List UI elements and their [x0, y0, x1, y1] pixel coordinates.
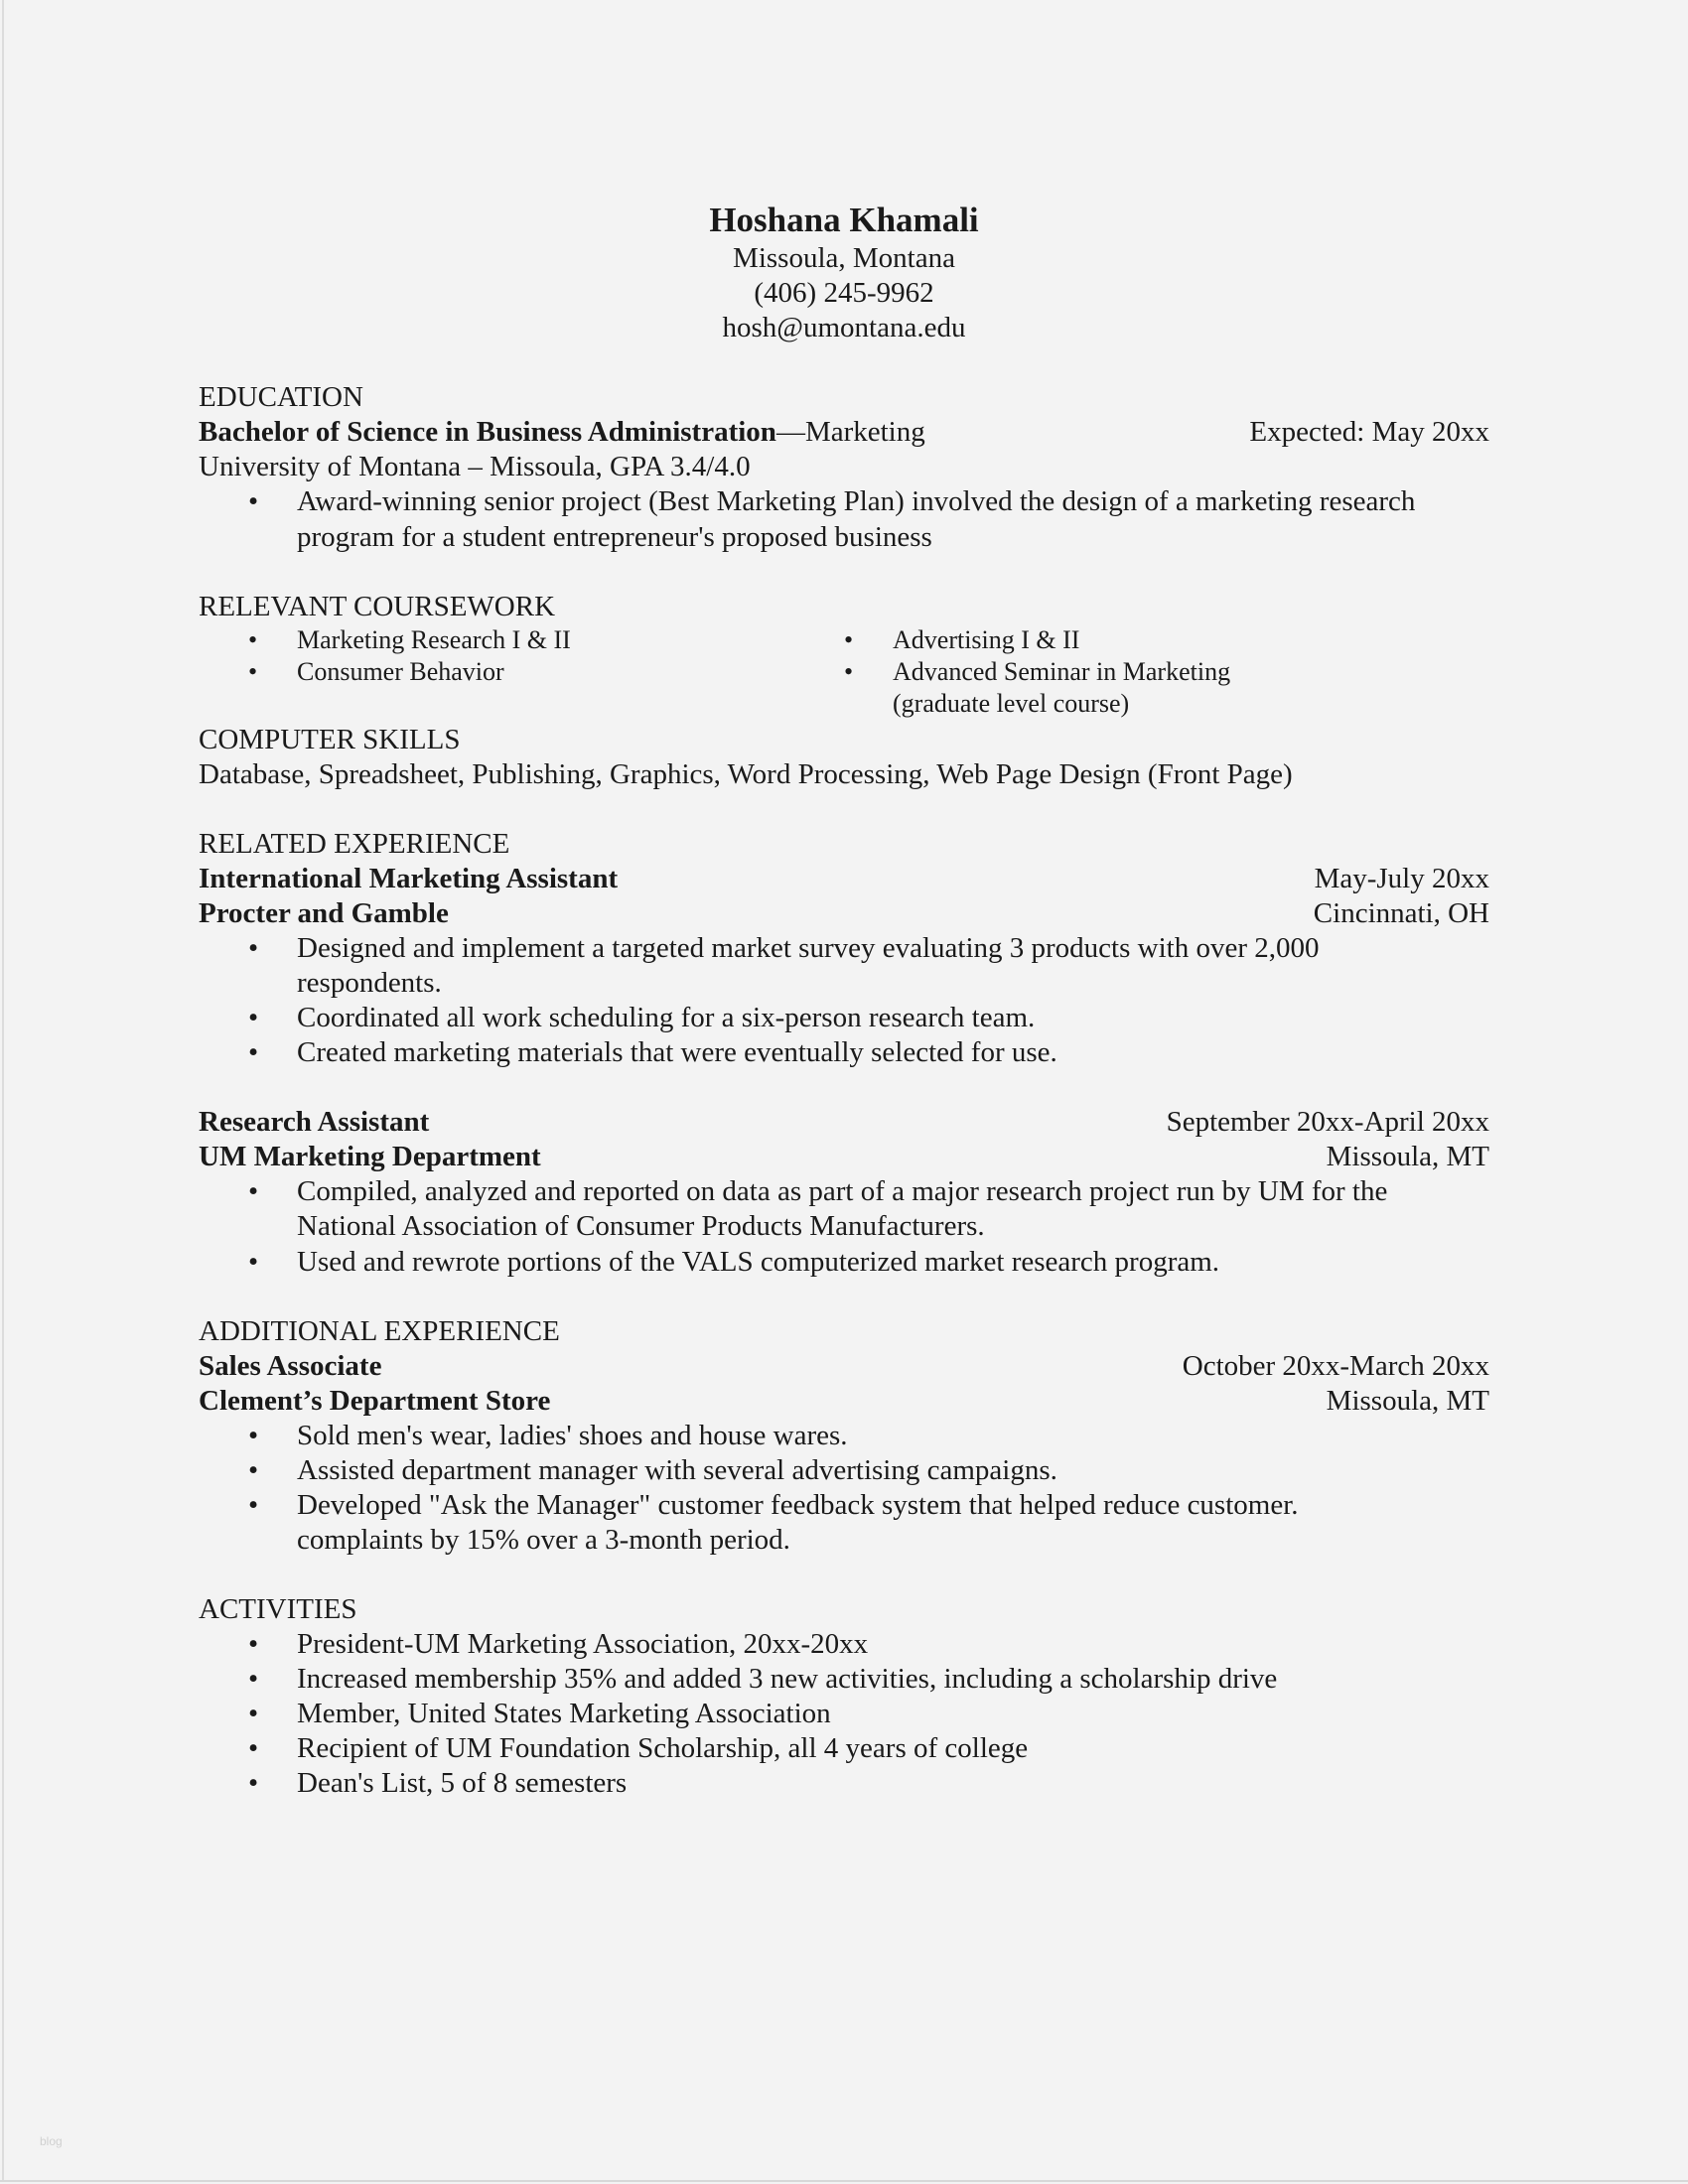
job-org: Procter and Gamble	[199, 896, 449, 929]
list-item	[794, 624, 1390, 656]
job-row	[199, 1384, 1489, 1419]
job-place: Missoula, MT	[1326, 1141, 1489, 1173]
list-item	[199, 1488, 1489, 1558]
list-item	[199, 1697, 1489, 1731]
job-title: International Marketing Assistant	[199, 862, 619, 894]
bullet-icon: •	[248, 485, 259, 518]
list-item	[199, 656, 794, 688]
bullet-icon: •	[248, 1732, 259, 1765]
job-row	[199, 1105, 1489, 1140]
job-org: UM Marketing Department	[199, 1141, 541, 1173]
education-heading: EDUCATION	[199, 381, 363, 414]
job-row	[199, 1140, 1489, 1174]
bullet-icon: •	[248, 1419, 259, 1451]
list-item	[199, 1245, 1489, 1280]
bullet-text: Compiled, analyzed and reported on data as part of a major research project run by UM for the	[297, 1175, 1388, 1208]
bullet-icon: •	[248, 1488, 259, 1521]
bullet-text: Assisted department manager with several advertising campaigns.	[297, 1453, 1057, 1486]
additional-heading: ADDITIONAL EXPERIENCE	[199, 1314, 560, 1347]
activities-heading: ACTIVITIES	[199, 1593, 357, 1626]
resume-body	[199, 241, 1489, 1802]
bullet-text: President-UM Marketing Association, 20xx-20xx	[297, 1628, 869, 1661]
job-row	[199, 1349, 1489, 1384]
bullet-icon: •	[248, 1628, 259, 1661]
bullet-text: Created marketing materials that were eventually selected for use.	[297, 1036, 1057, 1069]
list-item	[199, 1766, 1489, 1801]
list-item	[199, 1419, 1489, 1453]
skills-heading: COMPUTER SKILLS	[199, 723, 461, 755]
bullet-icon: •	[248, 1453, 259, 1486]
degree-major: —Marketing	[775, 416, 925, 449]
skills-text: Database, Spreadsheet, Publishing, Graphics, Word Processing, Web Page Design (Front Page)	[199, 757, 1293, 790]
job-org: Clement’s Department Store	[199, 1384, 551, 1417]
job-date: May-July 20xx	[1314, 862, 1489, 894]
bullet-icon: •	[248, 656, 258, 686]
bullet-icon: •	[248, 1036, 259, 1069]
bullet-text: Recipient of UM Foundation Scholarship, all 4 years of college	[297, 1732, 1029, 1765]
phone: (406) 245-9962	[754, 277, 934, 310]
bullet-icon: •	[248, 1245, 259, 1278]
resume-name: Hoshana Khamali	[709, 201, 979, 239]
job-title: Research Assistant	[199, 1106, 430, 1139]
email: hosh@umontana.edu	[722, 312, 966, 344]
related-heading: RELATED EXPERIENCE	[199, 827, 510, 860]
bullet-icon: •	[248, 1002, 259, 1034]
bullet-text: National Association of Consumer Products Manufacturers.	[297, 1210, 985, 1243]
bullet-text: Developed "Ask the Manager" customer feedback system that helped reduce customer.	[297, 1488, 1299, 1521]
list-item	[199, 1731, 1489, 1766]
degree-date: Expected: May 20xx	[1249, 416, 1489, 449]
course: Marketing Research I & II	[297, 624, 571, 654]
bullet-text: Member, United States Marketing Association	[297, 1698, 831, 1730]
list-item	[794, 656, 1390, 721]
page-edge	[0, 2180, 1688, 2182]
course: Consumer Behavior	[297, 656, 504, 686]
course-note: (graduate level course)	[893, 689, 1130, 719]
bullet-text: Increased membership 35% and added 3 new activities, including a scholarship drive	[297, 1663, 1278, 1696]
job-row	[199, 896, 1489, 931]
job-row	[199, 862, 1489, 896]
bullet-text: complaints by 15% over a 3-month period.	[297, 1524, 790, 1557]
bullet-icon: •	[844, 624, 854, 654]
bullet-icon: •	[844, 656, 854, 686]
list-item	[199, 1035, 1489, 1070]
bullet-icon: •	[248, 1175, 259, 1208]
school: University of Montana – Missoula, GPA 3.4/4.0	[199, 451, 751, 483]
job-title: Sales Associate	[199, 1349, 382, 1382]
list-item	[199, 624, 794, 656]
coursework-heading: RELEVANT COURSEWORK	[199, 590, 556, 622]
job-date: October 20xx-March 20xx	[1182, 1349, 1489, 1382]
list-item	[199, 484, 1489, 554]
bullet-icon: •	[248, 1767, 259, 1800]
bullet-icon: •	[248, 1663, 259, 1696]
bullet-text: Award-winning senior project (Best Marketing Plan) involved the design of a marketing research	[297, 485, 1416, 518]
location: Missoula, Montana	[733, 242, 955, 274]
degree: Bachelor of Science in Business Administration	[199, 416, 776, 449]
job-place: Missoula, MT	[1326, 1384, 1489, 1417]
coursework-list	[199, 624, 1489, 721]
job-place: Cincinnati, OH	[1313, 896, 1489, 929]
bullet-text: program for a student entrepreneur's proposed business	[297, 520, 932, 553]
bullet-text: Sold men's wear, ladies' shoes and house wares.	[297, 1419, 848, 1451]
list-item	[199, 1001, 1489, 1035]
list-item	[199, 1174, 1489, 1244]
list-item	[199, 931, 1489, 1001]
bullet-icon: •	[248, 624, 258, 654]
watermark: blog	[40, 2134, 63, 2148]
bullet-text: Coordinated all work scheduling for a six-person research team.	[297, 1002, 1036, 1034]
bullet-text: respondents.	[297, 967, 442, 1000]
bullet-text: Used and rewrote portions of the VALS computerized market research program.	[297, 1245, 1220, 1278]
job-date: September 20xx-April 20xx	[1166, 1106, 1489, 1139]
list-item	[199, 1627, 1489, 1662]
bullet-icon: •	[248, 1698, 259, 1730]
bullet-text: Dean's List, 5 of 8 semesters	[297, 1767, 628, 1800]
course: Advanced Seminar in Marketing	[893, 656, 1231, 686]
course: Advertising I & II	[893, 624, 1080, 654]
degree-row	[199, 415, 1489, 450]
bullet-icon: •	[248, 931, 259, 964]
list-item	[199, 1662, 1489, 1697]
list-item	[199, 1453, 1489, 1488]
bullet-text: Designed and implement a targeted market survey evaluating 3 products with over 2,000	[297, 931, 1320, 964]
